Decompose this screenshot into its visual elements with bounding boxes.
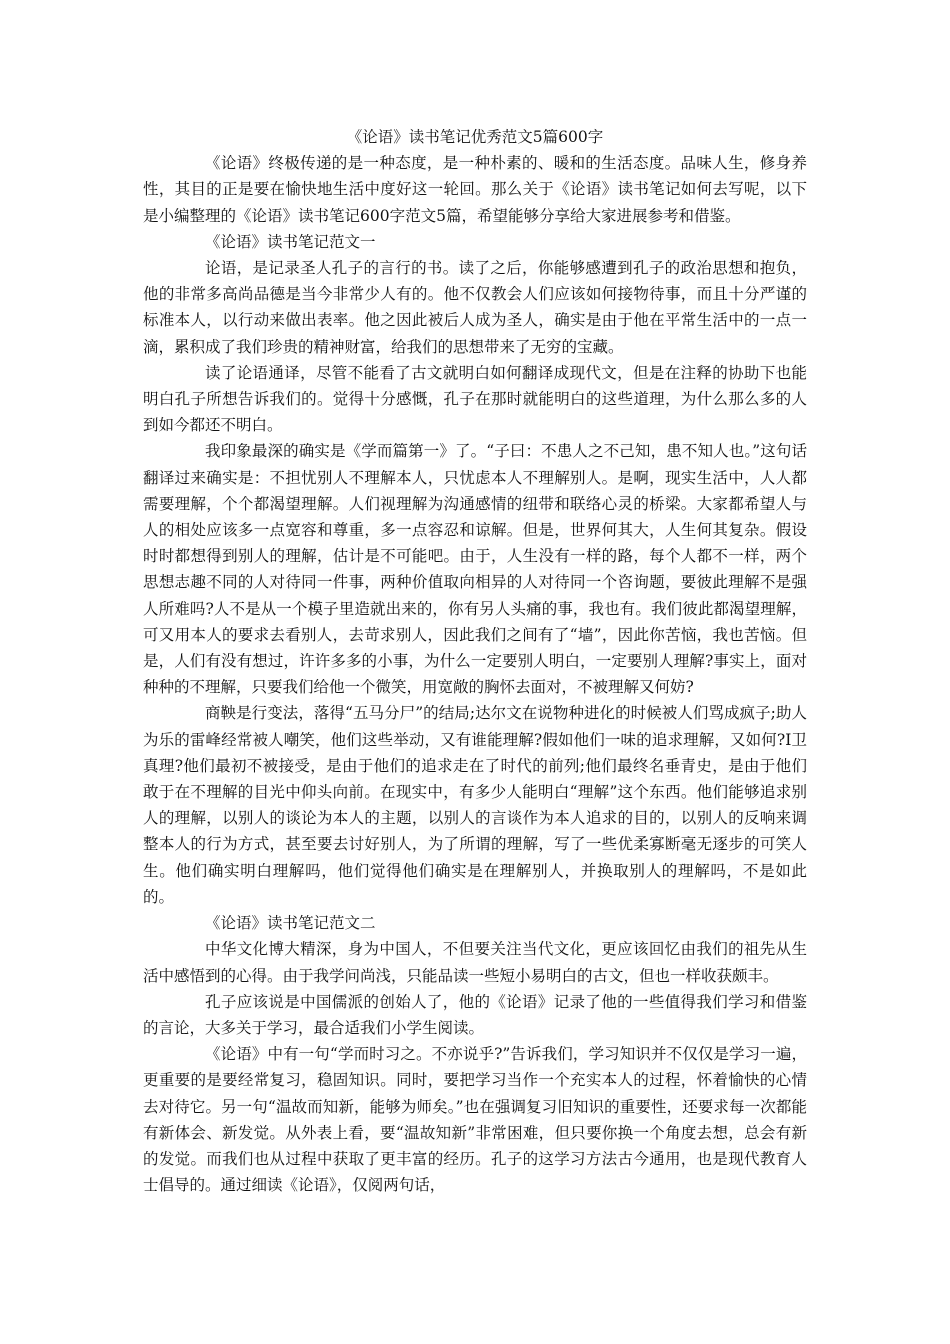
section-heading-2: 《论语》读书笔记范文二 bbox=[205, 914, 376, 933]
body-paragraph: 论语，是记录圣人孔子的言行的书。读了之后，你能够感遭到孔子的政治思想和抱负，他的非常多高尚品德是当今非常少人有的。他不仅教会人们应该如何接物待事，而且十分严谨的标准本人，以行动来做出表率。他之因此被后人成为圣人，确实是由于他在平常生活中的一点一滴，累积成了我们珍贵的精神财富，给我们的思想带来了无穷的宝藏。 bbox=[143, 259, 807, 356]
intro-paragraph: 《论语》终极传递的是一种态度，是一种朴素的、暖和的生活态度。品味人生，修身养性，其目的正是要在愉快地生活中度好这一轮回。那么关于《论语》读书笔记如何去写呢，以下是小编整理的《论语》读书笔记600字范文5篇，希望能够分享给大家进展参考和借鉴。 bbox=[143, 154, 807, 225]
body-paragraph: 商鞅是行变法，落得“五马分尸”的结局;达尔文在说物种进化的时候被人们骂成疯子;助人为乐的雷峰经常被人嘲笑，他们这些举动，又有谁能理解?假如他们一味的追求理解，又如何?I卫真理?他们最初不被接受，是由于他们的追求走在了时代的前列;他们最终名垂青史，是由于他们敢于在不理解的目光中仰头向前。在现实中，有多少人能明白“理解”这个东西。他们能够追求别人的理解，以别人的谈论为本人的主题，以别人的言谈作为本人追求的目的，以别人的反响来调整本人的行为方式，甚至要去讨好别人，为了所谓的理解，写了一些优柔寡断毫无逐步的可笑人生。他们确实明白理解吗，他们觉得他们确实是在理解别人，并换取别人的理解吗，不是如此的。 bbox=[143, 704, 807, 906]
body-paragraph: 读了论语通译，尽管不能看了古文就明白如何翻译成现代文，但是在注释的协助下也能明白孔子所想告诉我们的。觉得十分感慨，孔子在那时就能明白的这些道理，为什么那么多的人到如今都还不明白。 bbox=[143, 363, 807, 435]
body-paragraph: 《论语》中有一句“学而时习之。不亦说乎?”告诉我们，学习知识并不仅仅是学习一遍，更重要的是要经常复习，稳固知识。同时，要把学习当作一个充实本人的过程，怀着愉快的心情去对待它。另一句“温故而知新，能够为师矣。”也在强调复习旧知识的重要性，还要求每一次都能有新体会、新发觉。从外表上看，要“温故知新”非常困难，但只要你换一个角度去想，总会有新的发觉。而我们也从过程中获取了更丰富的经历。孔子的这学习方法古今通用，也是现代教育人士倡导的。通过细读《论语》，仅阅两句话， bbox=[143, 1045, 807, 1195]
document-title: 《论语》读书笔记优秀范文5篇600字 bbox=[346, 128, 604, 146]
section-heading-1: 《论语》读书笔记范文一 bbox=[205, 232, 376, 251]
document-page bbox=[143, 124, 807, 1198]
body-paragraph: 孔子应该说是中国儒派的创始人了，他的《论语》记录了他的一些值得我们学习和借鉴的言论，大多关于学习，最合适我们小学生阅读。 bbox=[143, 992, 807, 1037]
body-paragraph: 我印象最深的确实是《学而篇第一》了。“子曰：不患人之不己知，患不知人也。”这句话翻译过来确实是：不担忧别人不理解本人，只忧虑本人不理解别人。是啊，现实生活中，人人都需要理解，个个都渴望理解。人们视理解为沟通感情的纽带和联络心灵的桥梁。大家都希望人与人的相处应该多一点宽容和尊重，多一点容忍和谅解。但是，世界何其大，人生何其复杂。假设时时都想得到别人的理解，估计是不可能吧。由于，人生没有一样的路，每个人都不一样，两个思想志趣不同的人对待同一件事，两种价值取向相异的人对待同一个咨询题，要彼此理解不是强人所难吗?人不是从一个模子里造就出来的，你有另人头痛的事，我也有。我们彼此都渴望理解，可又用本人的要求去看别人，去苛求别人，因此我们之间有了“墙”，因此你苦恼，我也苦恼。但是，人们有没有想过，许许多多的小事，为什么一定要别人明白，一定要别人理解?事实上，面对种种的不理解，只要我们给他一个微笑，用宽敞的胸怀去面对，不被理解又何妨? bbox=[143, 442, 807, 697]
body-paragraph: 中华文化博大精深，身为中国人，不但要关注当代文化，更应该回忆由我们的祖先从生活中感悟到的心得。由于我学问尚浅，只能品读一些短小易明白的古文，但也一样收获颇丰。 bbox=[143, 940, 807, 985]
